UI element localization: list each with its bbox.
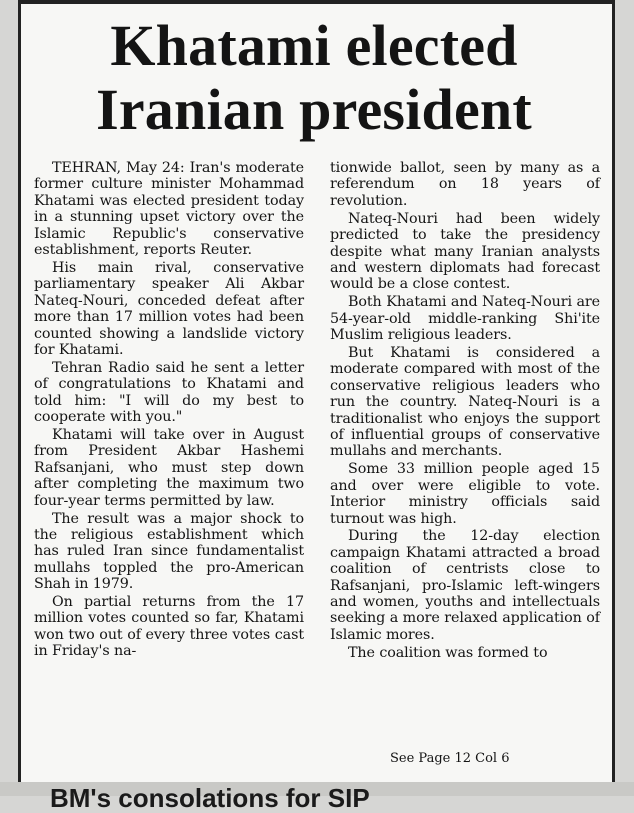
- headline-line-1: Khatami elected: [110, 13, 518, 78]
- article-column-left: [34, 160, 304, 661]
- paragraph: Both Khatami and Nateq-Nouri are 54-year-old middle-ranking Shi'ite Muslim religious leaders.: [330, 294, 600, 344]
- paragraph: On partial returns from the 17 million votes counted so far, Khatami won two out of every three votes cast in Friday's na-: [34, 594, 304, 660]
- paragraph: The coalition was formed to: [348, 644, 548, 661]
- paragraph: The result was a major shock to the religious establishment which has ruled Iran since fundamentalist mullahs toppled the pro-American Shah in 1979.: [34, 510, 304, 593]
- left-column-rule: [18, 0, 21, 782]
- article-column-right: [330, 160, 600, 663]
- next-article-headline: BM's consolations for SIP: [50, 783, 370, 813]
- paragraph: During the 12-day election campaign Khatami attracted a broad coalition of centrists close to Rafsanjani, pro-Islamic left-wingers and women, youths and intellectuals seeking a more relaxed application of Islamic mores.: [330, 528, 600, 643]
- right-column-rule: [612, 0, 615, 782]
- continuation-jump-line: See Page 12 Col 6: [390, 751, 510, 766]
- paragraph: Tehran Radio said he sent a letter of congratulations to Khatami and told him: "I will do my best to cooperate with you.": [34, 359, 304, 426]
- top-rule: [18, 0, 615, 4]
- paragraph: Nateq-Nouri had been widely predicted to take the presidency despite what many Iranian analysts and western diplomats had forecast would be a close contest.: [330, 210, 600, 293]
- paragraph: Khatami will take over in August from President Akbar Hashemi Rafsanjani, who must step down after completing the maximum two four-year terms permitted by law.: [34, 427, 304, 509]
- headline-line-2: Iranian president: [96, 77, 532, 142]
- article-headline: [24, 14, 604, 142]
- paragraph: TEHRAN, May 24: Iran's moderate former culture minister Mohammad Khatami was elected president today in a stunning upset victory over the Islamic Republic's conservative establishment, reports Reuter.: [34, 160, 304, 259]
- paragraph: His main rival, conservative parliamentary speaker Ali Akbar Nateq-Nouri, conceded defeat after more than 17 million votes had been counted showing a landslide victory for Khatami.: [34, 259, 304, 358]
- paragraph: Some 33 million people aged 15 and over were eligible to vote. Interior ministry officials said turnout was high.: [330, 461, 600, 527]
- paragraph: But Khatami is considered a moderate compared with most of the conservative religious leaders who run the country. Nateq-Nouri is a traditionalist who enjoys the support of influential groups of conservative mullahs and merchants.: [330, 344, 600, 460]
- paragraph: tionwide ballot, seen by many as a referendum on 18 years of revolution.: [330, 160, 600, 209]
